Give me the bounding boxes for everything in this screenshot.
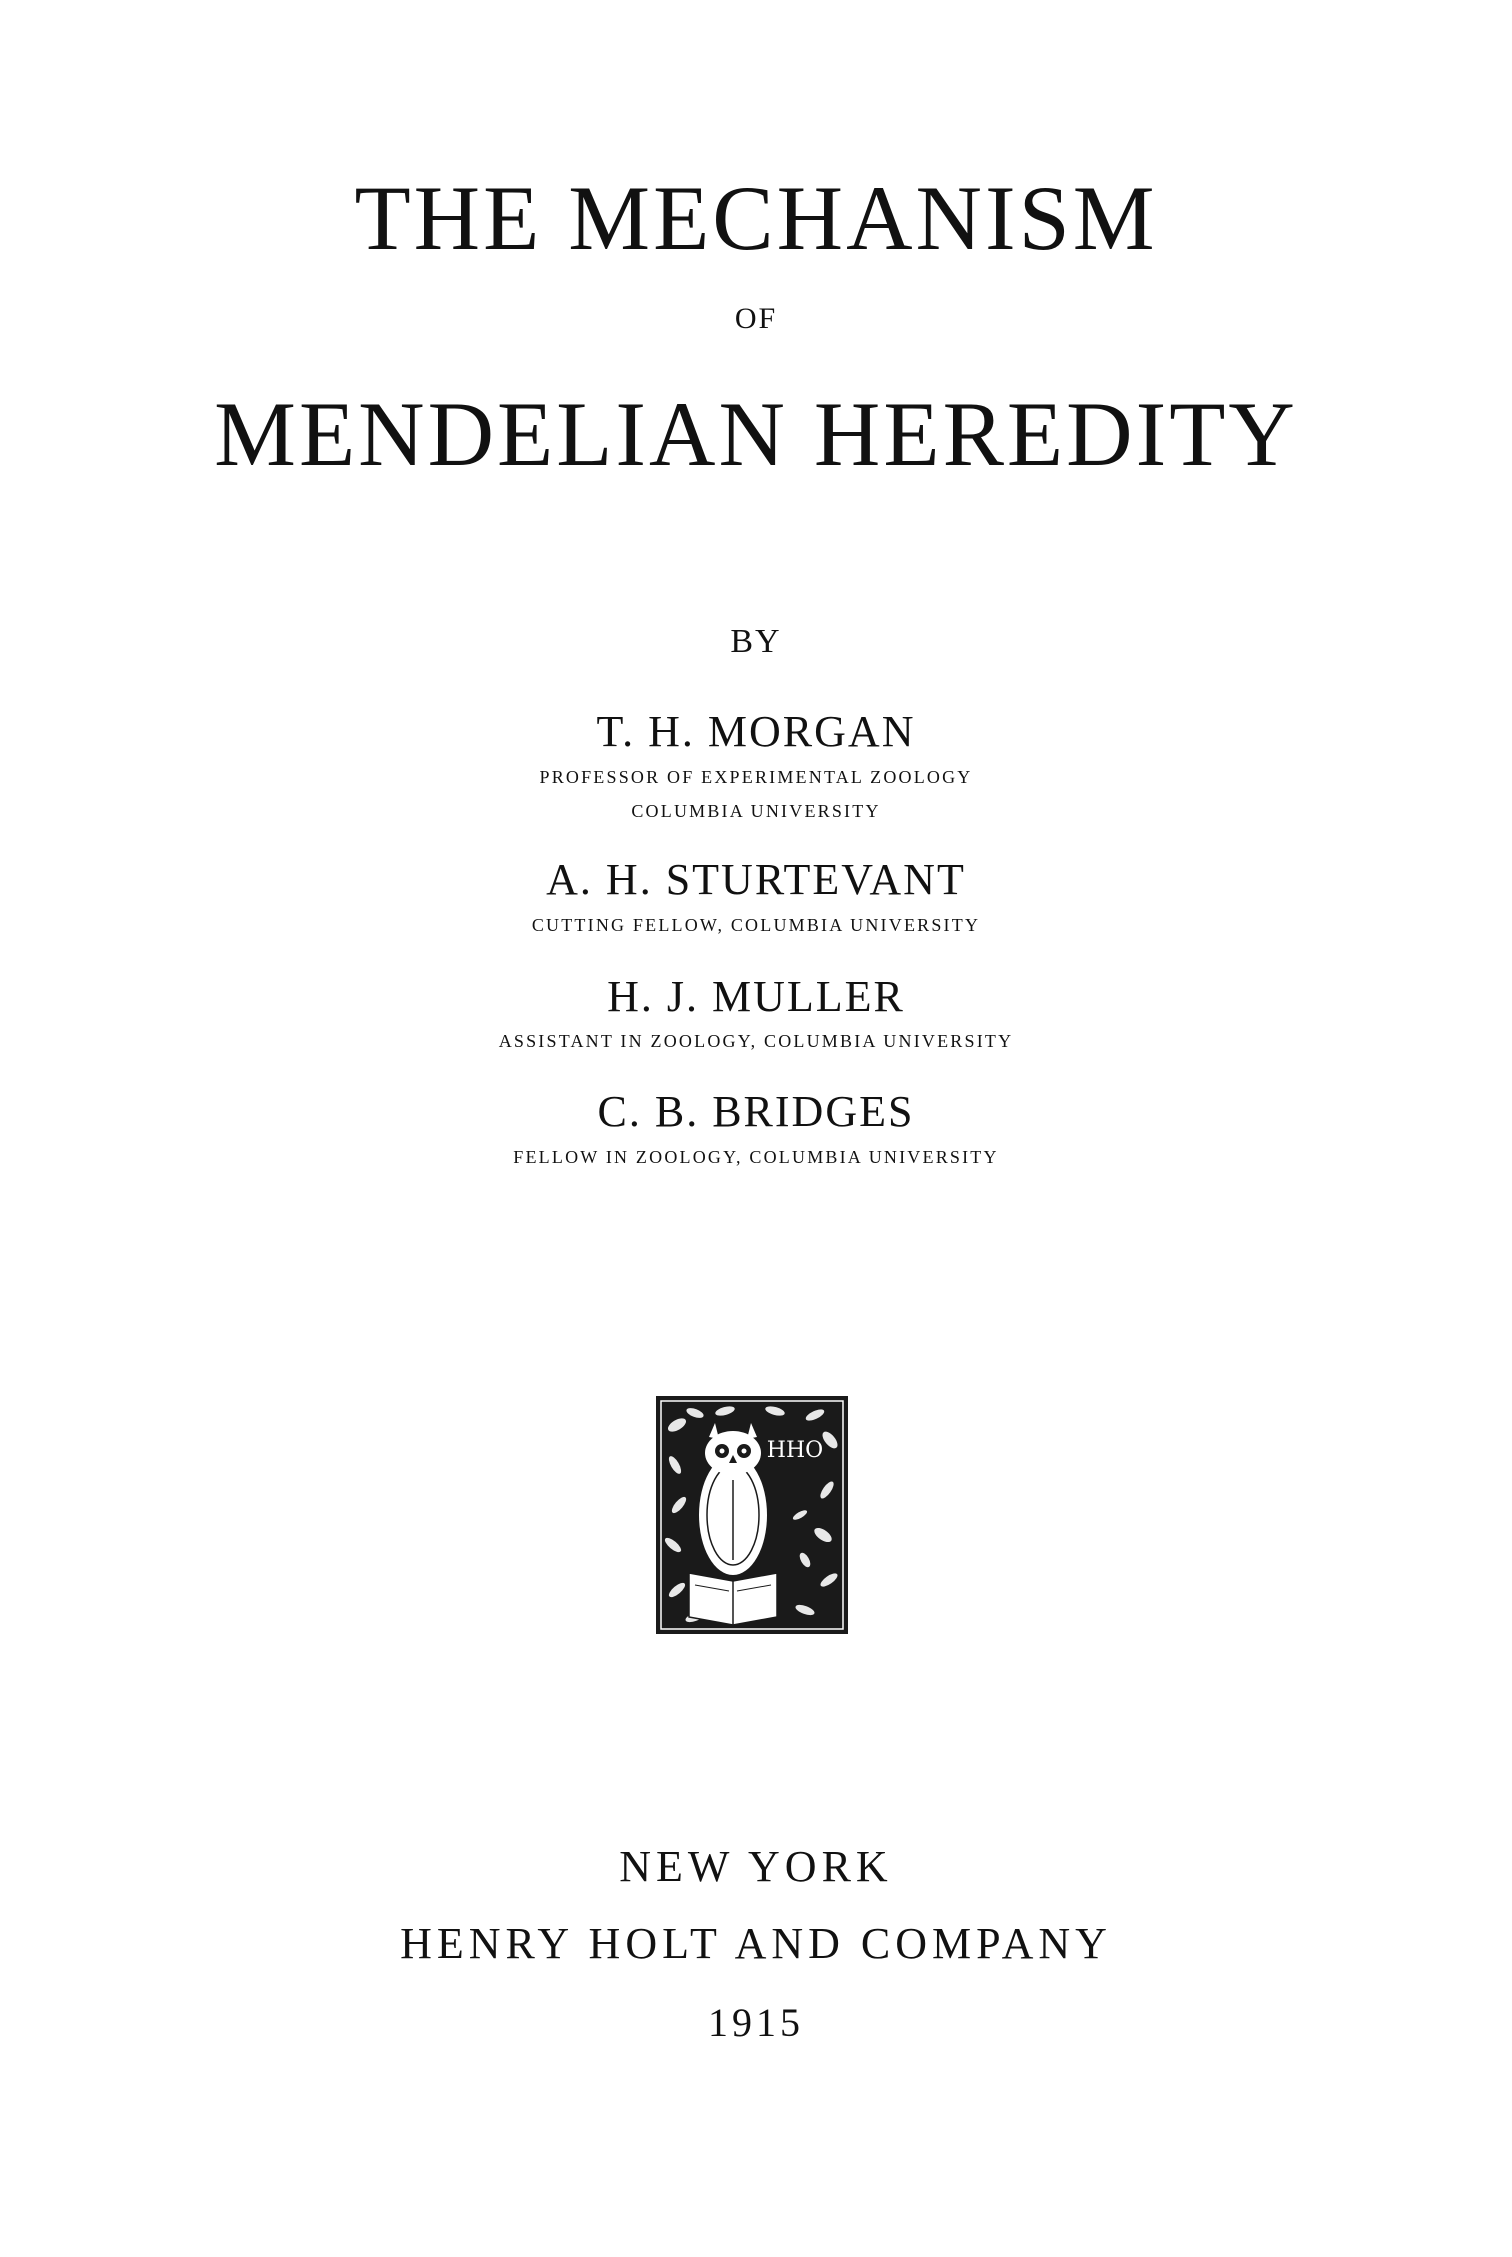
author-role-morgan-1: PROFESSOR OF EXPERIMENTAL ZOOLOGY [539, 767, 973, 787]
author-role-bridges-1: FELLOW IN ZOOLOGY, COLUMBIA UNIVERSITY [513, 1147, 999, 1167]
imprint-publisher: HENRY HOLT AND COMPANY [400, 1919, 1112, 1968]
byline: BY [730, 623, 782, 660]
author-name-muller: H. J. MULLER [607, 972, 905, 1021]
imprint-year: 1915 [708, 2000, 804, 2045]
author-name-morgan: T. H. MORGAN [596, 707, 916, 756]
author-name-bridges: C. B. BRIDGES [597, 1087, 915, 1136]
owl-printers-mark-icon [655, 1395, 849, 1635]
device-monogram: HHO [766, 1438, 824, 1463]
author-name-sturtevant: A. H. STURTEVANT [546, 855, 966, 904]
title-line-2: MENDELIAN HEREDITY [214, 383, 1298, 485]
imprint-city: NEW YORK [619, 1842, 893, 1891]
author-role-muller-1: ASSISTANT IN ZOOLOGY, COLUMBIA UNIVERSITY [498, 1031, 1014, 1051]
title-line-1: THE MECHANISM [354, 167, 1158, 269]
author-role-sturtevant-1: CUTTING FELLOW, COLUMBIA UNIVERSITY [531, 915, 981, 935]
author-role-morgan-2: COLUMBIA UNIVERSITY [631, 801, 881, 821]
title-line-of: OF [734, 302, 778, 335]
